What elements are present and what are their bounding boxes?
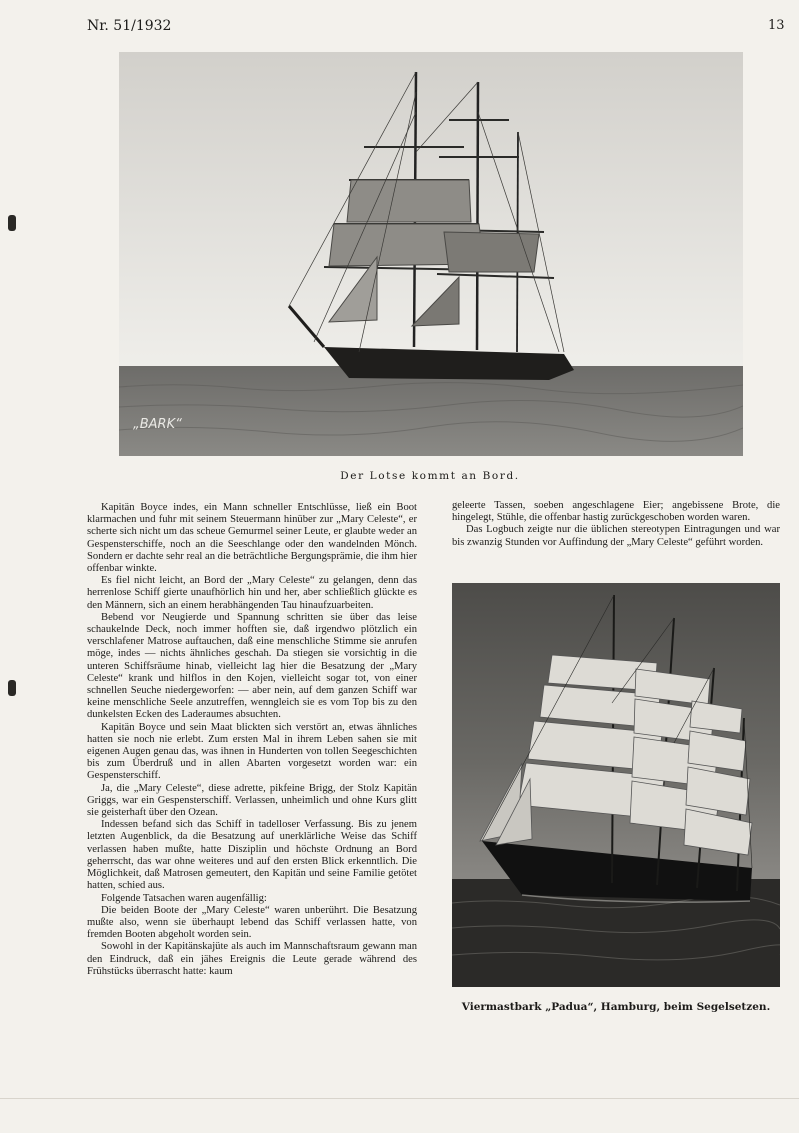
- punch-hole-mark: [8, 215, 16, 231]
- article-paragraph: Kapitän Boyce und sein Maat blickten sich verstört an, etwas ähnliches hatten sie noch nie erlebt. Zum ersten Mal in ihrem Leben sahen sie mit eigenen Augen genau das, was ihnen in Hunderten von tollen Seegeschichten bis zum Überdruß und in allen Abarten vorgesetzt worden war: ein Gespensterschiff.: [87, 721, 417, 782]
- article-column-right: [452, 500, 780, 549]
- article-paragraph: Kapitän Boyce indes, ein Mann schneller Entschlüsse, ließ ein Boot klarmachen und fuhr mit seinem Steuermann hinüber zur „Mary Celeste“, er scherte sich nicht um das scheue Gemurmel seiner Leute, er glaubte weder an Gespensterschiffe, noch an die Seeschlange oder den wandelnden Mönch. Sondern er dachte sehr real an die beträchtliche Bergungsprämie, die ihm hier offenbar winkte.: [87, 502, 417, 575]
- article-paragraph: Indessen befand sich das Schiff in tadelloser Verfassung. Bis zu jenem letzten Augenblick, da die Besatzung auf unerklärliche Weise das Schiff verlassen haben mußte, hatte Disziplin und höchste Ordnung an Bord geherrscht, das war ohne weiteres und auf den ersten Blick erkenntlich. Die Möglichkeit, daß Matrosen gemeutert, den Kapitän und seine Familie getötet hatten, schied aus.: [87, 819, 417, 892]
- photo-caption-bottom: Viermastbark „Padua“, Hamburg, beim Segelsetzen.: [461, 1001, 771, 1013]
- article-paragraph: Folgende Tatsachen waren augenfällig:: [101, 892, 267, 904]
- article-paragraph: Ja, die „Mary Celeste“, diese adrette, pikfeine Brigg, der Stolz Kapitän Griggs, war ein Gespensterschiff. Verlassen, unheimlich und ohne Kurs glitt sie geisterhaft über den Ozean.: [87, 782, 417, 819]
- page-number: 13: [768, 18, 785, 33]
- article-paragraph: Die beiden Boote der „Mary Celeste“ waren unberührt. Die Besatzung mußte also, wenn sie überhaupt lebend das Schiff verlassen hatte, von fremden Booten abgeholt worden sein.: [87, 904, 417, 941]
- punch-hole-mark: [8, 680, 16, 696]
- article-paragraph: geleerte Tassen, soeben angeschlagene Eier; angebissene Brote, die hingelegt, Stühle, die offenbar hastig zurückgeschoben worden waren.: [452, 500, 780, 524]
- photo-caption-top: Der Lotse kommt an Bord.: [340, 470, 520, 482]
- article-paragraph: Das Logbuch zeigte nur die üblichen stereotypen Eintragungen und war bis zwanzig Stunden vor Auffindung der „Mary Celeste“ geführt worden.: [452, 524, 780, 548]
- article-paragraph: Sowohl in der Kapitänskajüte als auch im Mannschaftsraum gewann man den Eindruck, daß ein jähes Ereignis die Leute gerade während des Frühstücks überrascht hatte: kaum: [87, 941, 417, 977]
- padua-photo: [452, 583, 780, 987]
- page-bottom-edge: [0, 1098, 799, 1099]
- article-column-left: [87, 502, 417, 978]
- barque-photo: [119, 52, 743, 456]
- photo-inscription: „BARK“: [133, 417, 182, 432]
- issue-number: Nr. 51/1932: [87, 18, 172, 34]
- article-paragraph: Bebend vor Neugierde und Spannung schritten sie über das leise schaukelnde Deck, noch immer hofften sie, daß irgendwo plötzlich ein verschlafener Matrose auftauchen, daß eine menschliche Stimme sie anrufen möge, indes — nichts ähnliches geschah. Da stiegen sie vorsichtig in die unteren Schiffsräume hinab, vielleicht lag hier die Besatzung der „Mary Celeste“ krank und hilflos in den Kojen, vielleicht sogar tot, von einer schnellen Seuche niedergeworfen: — aber nein, auf dem ganzen Schiff war keine menschliche Seele anzutreffen, wenngleich sie es vom Top bis zu den dunkelsten Ecken des Laderaumes absuchten.: [87, 611, 417, 721]
- article-paragraph: Es fiel nicht leicht, an Bord der „Mary Celeste“ zu gelangen, denn das herrenlose Schiff gierte unaufhörlich hin und her, aber schließlich glückte es den Männern, sich an einem herabhängenden Tau hinaufzuarbeiten.: [87, 575, 417, 611]
